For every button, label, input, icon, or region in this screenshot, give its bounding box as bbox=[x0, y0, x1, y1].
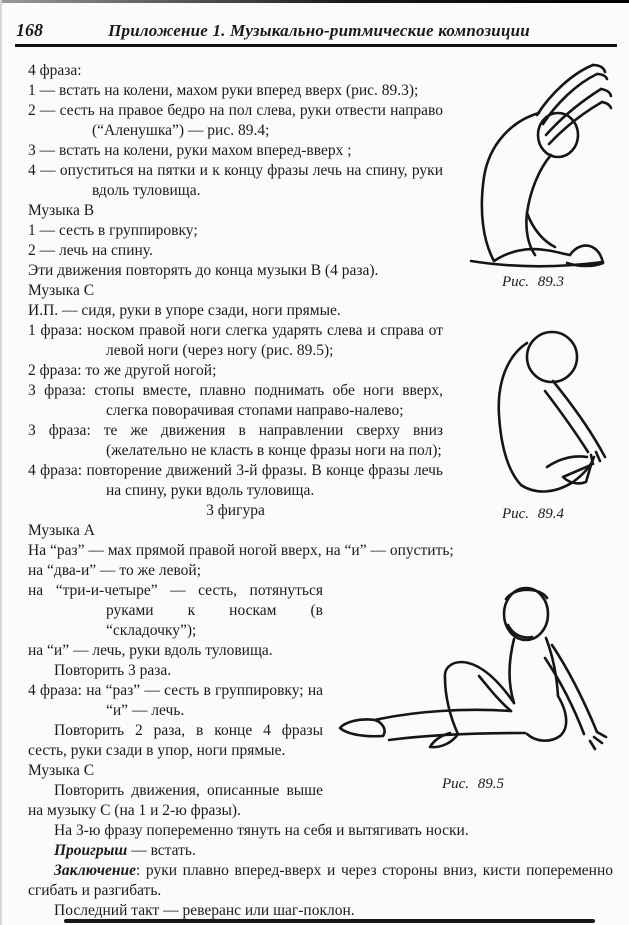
count-a4: на “и” — лечь, руки вдоль туловища. bbox=[28, 642, 273, 659]
phrase-c5: 4 фраза: повторение движений 3-й фразы. В конце фразы лечь на спину, руки вдоль туловища. bbox=[28, 462, 443, 499]
movement-mb2: 2 — лечь на спину. bbox=[28, 242, 153, 259]
phrase-c1: 1 фраза: носком правой ноги слегка ударять слева и справа от левой ноги (через ногу (рис. 89.5); bbox=[28, 322, 443, 359]
movement-b4: 4 — опуститься на пятки и к концу фразы лечь на спину, руки вдоль туловища. bbox=[28, 162, 443, 199]
figure-89-4-drawing bbox=[453, 321, 613, 501]
scan-right-band bbox=[599, 0, 629, 925]
movement-b3: 3 — встать на колени, руки махом вперед-вверх ; bbox=[28, 142, 352, 159]
phrase-4-heading: 4 фраза: bbox=[28, 62, 82, 79]
count-a2: на “два-и” — то же левой; bbox=[28, 562, 202, 579]
scan-top-edge bbox=[0, 0, 629, 3]
scan-bottom-bar bbox=[64, 919, 595, 923]
zaklyuchenie-label: Заключение bbox=[54, 862, 136, 879]
movement-b1: 1 — встать на колени, махом руки вперед вверх (рис. 89.3); bbox=[28, 82, 419, 99]
last-takt-line: Последний такт — реверанс или шаг-поклон. bbox=[54, 902, 355, 919]
zaklyuchenie-line bbox=[28, 861, 613, 901]
proigrysh-text: — встать. bbox=[127, 842, 196, 859]
header-rule bbox=[15, 44, 617, 47]
scan-left-edge bbox=[0, 0, 2, 925]
figure-89-3-caption: Рис. 89.3 bbox=[501, 274, 565, 290]
music-c2-heading: Музыка С bbox=[28, 762, 95, 779]
page-number: 168 bbox=[16, 20, 43, 40]
count-a3: на “три-и-четыре” — сесть, потянуться руками к носкам (в “складочку”); bbox=[28, 582, 323, 639]
figure-3-section-heading: 3 фигура bbox=[206, 502, 265, 519]
repeat-2-note: Повторить 2 раза, в конце 4 фразы сесть, руки сзади в упор, ноги прямые. bbox=[28, 722, 323, 759]
zaklyuchenie-text: : руки плавно вперед-вверх и через стороны вниз, кисти попеременно сгибать и разгибать. bbox=[28, 862, 613, 899]
starting-position: И.П. — сидя, руки в упоре сзади, ноги прямые. bbox=[28, 302, 341, 319]
figure-89-5-drawing bbox=[333, 581, 613, 771]
figure-89-5 bbox=[333, 581, 613, 794]
phrase-c2: 2 фраза: то же другой ногой; bbox=[28, 362, 217, 379]
phrase-c3: 3 фраза: стопы вместе, плавно поднимать обе ноги вверх, слегка поворачивая стопами направо-налево; bbox=[28, 382, 443, 419]
proigrysh-label: Проигрыш bbox=[54, 842, 128, 859]
running-title: Приложение 1. Музыкально-ритмические композиции bbox=[108, 21, 530, 40]
figure-89-3-drawing bbox=[453, 61, 613, 269]
phrase-3-note: На 3-ю фразу попеременно тянуть на себя и вытягивать носки. bbox=[54, 822, 469, 839]
repeat-b-note: Эти движения повторять до конца музыки В (4 раза). bbox=[28, 262, 379, 279]
movement-b2: 2 — сесть на правое бедро на пол слева, руки отвести направо (“Аленушка”) — рис. 89.4; bbox=[28, 102, 443, 139]
running-header bbox=[0, 0, 629, 41]
page-content bbox=[28, 61, 613, 921]
proigrysh-line bbox=[28, 841, 613, 861]
figure-89-3 bbox=[453, 61, 613, 292]
repeat-c-note: Повторить движения, описанные выше на музыку С (на 1 и 2-ю фразы). bbox=[28, 782, 323, 819]
count-a5: 4 фраза: на “раз” — сесть в группировку; на “и” — лечь. bbox=[28, 682, 323, 719]
figure-89-4-caption: Рис. 89.4 bbox=[501, 506, 565, 522]
music-a-heading: Музыка А bbox=[28, 522, 95, 539]
figure-89-5-caption: Рис. 89.5 bbox=[441, 776, 505, 792]
music-b-heading: Музыка В bbox=[28, 202, 95, 219]
figure-89-4 bbox=[453, 321, 613, 524]
phrase-c4: 3 фраза: те же движения в направлении сверху вниз (желательно не класть в конце фразы ноги на пол); bbox=[28, 422, 443, 459]
repeat-3-note: Повторить 3 раза. bbox=[54, 662, 172, 679]
count-a1: На “раз” — мах прямой правой ногой вверх, на “и” — опустить; bbox=[28, 542, 454, 559]
movement-mb1: 1 — сесть в группировку; bbox=[28, 222, 198, 239]
music-c-heading: Музыка С bbox=[28, 282, 95, 299]
